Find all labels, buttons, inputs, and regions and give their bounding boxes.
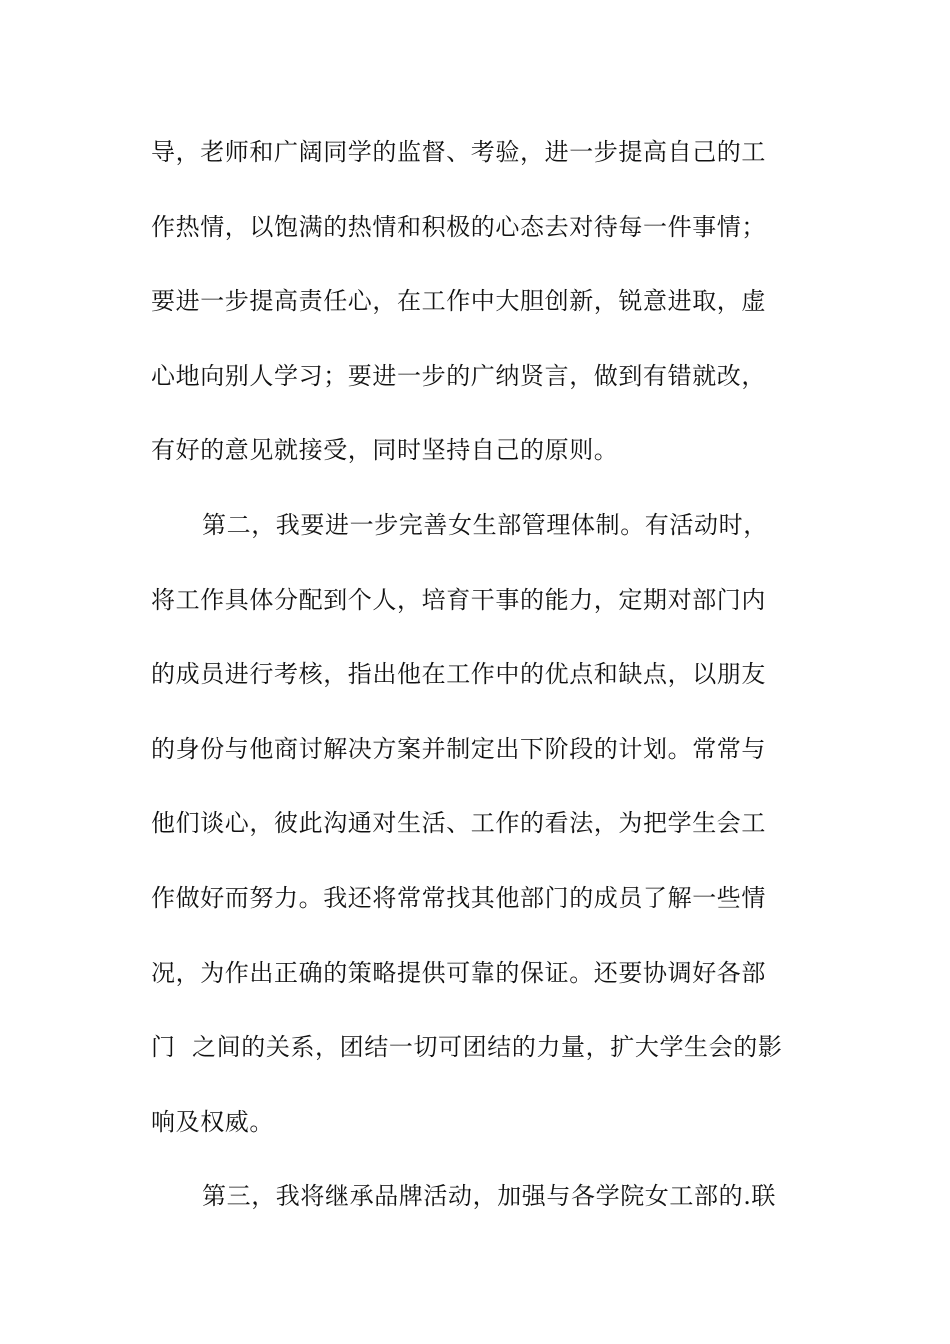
text-line: 况，为作出正确的策略提供可靠的保证。还要协调好各部: [151, 958, 766, 987]
paragraph-start-line: 第二，我要进一步完善女生部管理体制。有活动时，: [202, 510, 768, 539]
text-line: 有好的意见就接受，同时坚持自己的原则。: [151, 436, 619, 465]
text-line: 的身份与他商讨解决方案并制定出下阶段的计划。常常与: [151, 734, 766, 763]
text-line: 作热情，以饱满的热情和积极的心态去对待每一件事情；: [151, 212, 766, 241]
text-line: 响及权威。: [151, 1107, 274, 1136]
text-line: 要进一步提高责任心，在工作中大胆创新，锐意进取，虚: [151, 287, 766, 316]
paragraph-start-line: 第三，我将继承品牌活动，加强与各学院女工部的.联: [202, 1182, 777, 1211]
text-line: 他们谈心，彼此沟通对生活、工作的看法，为把学生会工: [151, 809, 766, 838]
body-text: [151, 130, 811, 1249]
text-line: 作做好而努力。我还将常常找其他部门的成员了解一些情: [151, 883, 766, 912]
text-line: 门 之间的关系，团结一切可团结的力量，扩大学生会的影: [151, 1033, 783, 1062]
text-line: 的成员进行考核，指出他在工作中的优点和缺点，以朋友: [151, 660, 766, 689]
text-line: 心地向别人学习；要进一步的广纳贤言，做到有错就改，: [151, 361, 766, 390]
text-line: 导，老师和广阔同学的监督、考验，进一步提高自己的工: [151, 138, 766, 166]
text-line: 将工作具体分配到个人，培育干事的能力，定期对部门内: [151, 585, 766, 614]
